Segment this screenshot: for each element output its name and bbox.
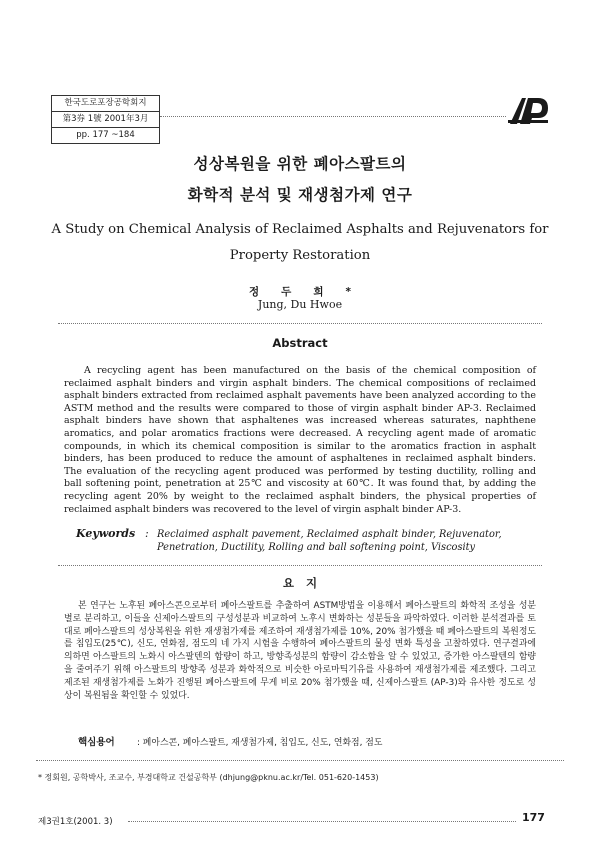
footer-dotted-rule	[128, 821, 516, 822]
keywords-line2: Penetration, Ductility, Rolling and ball softening point, Viscosity	[157, 542, 476, 553]
journal-info-box	[51, 95, 160, 144]
ko-keywords-text: : 폐아스콘, 폐아스팔트, 재생첨가제, 침입도, 신도, 연화점, 점도	[137, 738, 383, 748]
header-dotted-rule	[160, 116, 506, 117]
author-en: Jung, Du Hwoe	[257, 298, 343, 311]
ko-abstract-text: 본 연구는 노후된 폐아스콘으로부터 폐아스팔트를 추출하여 ASTM방법을 이용해서 폐아스팔트의 화학적 조성을 성분별로 분리하고, 이들을 신제아스팔트의 구성성분과 비교하여 노후시 변화하는 성분들을 파악하였다. 이러한 분석결과를 토대로 폐아스팔트의 성상복원을 위한 재생첨가제를 제조하여 재생첨가제를 10%, 20% 첨가했을 때 폐아스팔트의 복원정도를 침입도(25℃), 신도, 연화점, 점도의 네 가지 시험을 수행하여 폐아스팔트의 물성 변화 특성을 고찰하였다. 연구결과에 의하면 아스팔트의 노화시 아스팔텐의 함량이 하고, 방향족성분의 함량이 감소함을 알 수 있었고, 증가한 아스팔텐의 함량을 줄여주기 위해 아스팔트의 방향족 성분과 화학적으로 비슷한 아로마틱기유를 사용하여 재생첨가제를 제조했다. 그리고 제조된 재생첨가제를 노화가 진행된 폐아스팔트에 무게 비로 20% 첨가했을 때, 신제아스팔트 (AP-3)와 유사한 정도로 성상이 복원됨을 확인할 수 있었다.	[64, 601, 536, 701]
title-en-line2: Property Restoration	[229, 248, 371, 263]
keywords-colon: :	[145, 527, 149, 540]
keywords-dotted-rule	[58, 565, 542, 566]
ko-keywords-label: 핵심용어	[78, 737, 115, 748]
title-ko-line1: 성상복원을 위한 폐아스팔트의	[193, 155, 407, 173]
abstract-heading: Abstract	[272, 336, 328, 350]
keywords-line1: Reclaimed asphalt pavement, Reclaimed asphalt binder, Rejuvenator,	[157, 529, 502, 540]
author-ko: 정두희*	[249, 286, 373, 298]
footer-issue: 제3권1호(2001. 3)	[38, 817, 113, 827]
abstract-text: A recycling agent has been manufactured on the basis of the chemical composition of reclaimed asphalt binders and virgin asphalt binders. The chemical compositions of reclaimed asphalt binders extracted from reclaimed asphalt pavements have been analyzed according to the ASTM method and the results were compared to those of virgin asphalt binder AP-3. Reclaimed asphalt binders have shown that asphaltenes was increased whereas saturates, naphthene aromatics, and polar aromatics fractions were decreased. A recycling agent made of aromatic compounds, in which its chemical composition is similar to the aromatics fraction in asphalt binders, has been produced to reduce the amount of asphaltenes in reclaimed asphalt binders. The evaluation of the recycling agent produced was performed by testing ductility, rolling and ball softening point, penetration at 25℃ and viscosity at 60℃. It was found that, by adding the recycling agent 20% by weight to the reclaimed asphalt binders, the physical properties of reclaimed asphalt binders was recovered to the level of virgin asphalt binder AP-3.	[64, 365, 536, 515]
footnote-dotted-rule	[36, 760, 564, 761]
journal-pages: pp. 177 ~184	[52, 127, 159, 143]
journal-name: 한국도로포장공학회지	[64, 98, 147, 108]
title-en-line1: A Study on Chemical Analysis of Reclaimed Asphalts and Rejuvenators for	[51, 222, 549, 237]
journal-logo-icon	[508, 90, 548, 130]
journal-volume: 第3券 1號 2001年3月	[52, 111, 159, 127]
title-ko-line2: 화학적 분석 및 재생첨가제 연구	[187, 186, 413, 204]
keywords-label: Keywords	[76, 527, 136, 540]
page-number: 177	[522, 811, 545, 824]
author-footnote: * 정회원, 공학박사, 조교수, 부경대학교 건설공학부 (dhjung@pknu.ac.kr/Tel. 051-620-1453)	[38, 773, 379, 782]
ko-abstract-heading: 요 지	[282, 576, 318, 590]
author-dotted-rule	[58, 323, 542, 324]
